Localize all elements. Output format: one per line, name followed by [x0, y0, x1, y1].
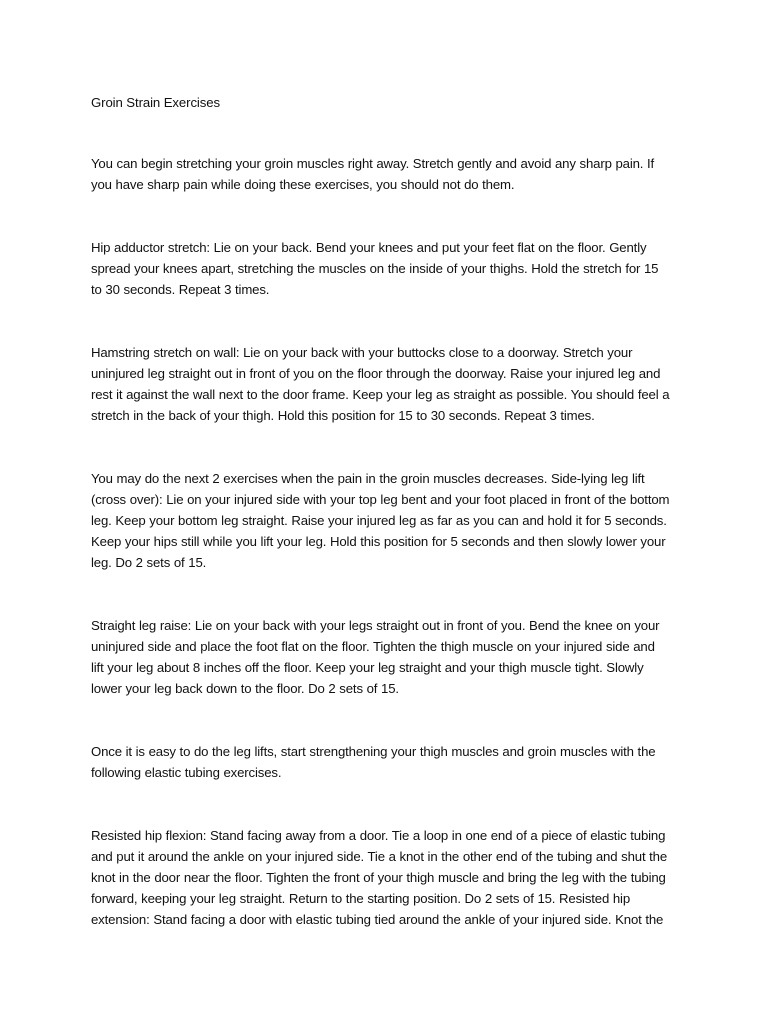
paragraph-hip-adductor-stretch: Hip adductor stretch: Lie on your back. Bend your knees and put your feet flat on the floor. Gently spread your knees apart, stretching the muscles on the inside of your thighs. Hold the stretch for 15 to 30 seconds. Repeat 3 times. [91, 240, 659, 297]
document-body [91, 92, 671, 930]
paragraph-hamstring-stretch: Hamstring stretch on wall: Lie on your back with your buttocks close to a doorway. Stretch your uninjured leg straight out in front of you on the floor through the doorway. Raise your injured leg and rest it against the wall next to the door frame. Keep your leg as straight as possible. You should feel a stretch in the back of your thigh. Hold this position for 15 to 30 seconds. Repeat 3 times. [91, 345, 670, 423]
paragraph-intro: You can begin stretching your groin muscles right away. Stretch gently and avoid any sharp pain. If you have sharp pain while doing these exercises, you should not do them. [91, 156, 655, 192]
document-title: Groin Strain Exercises [91, 95, 220, 110]
paragraph-resisted-hip-flexion: Resisted hip flexion: Stand facing away from a door. Tie a loop in one end of a piece of elastic tubing and put it around the ankle on your injured side. Tie a knot in the other end of the tubing and shut the knot in the door near the floor. Tighten the front of your thigh muscle and bring the leg with the tubing forward, keeping your leg straight. Return to the starting position. Do 2 sets of 15. Resisted hip extension: Stand facing a door with elastic tubing tied around the ankle of your injured side. Knot the [91, 828, 668, 927]
paragraph-elastic-tubing-intro: Once it is easy to do the leg lifts, start strengthening your thigh muscles and groin muscles with the following elastic tubing exercises. [91, 744, 656, 780]
paragraph-straight-leg-raise: Straight leg raise: Lie on your back with your legs straight out in front of you. Bend the knee on your uninjured side and place the foot flat on the floor. Tighten the thigh muscle on your injured side and lift your leg about 8 inches off the floor. Keep your leg straight and your thigh muscle tight. Slowly lower your leg back down to the floor. Do 2 sets of 15. [91, 618, 660, 696]
paragraph-side-lying-leg-lift: You may do the next 2 exercises when the pain in the groin muscles decreases. Side-lying leg lift (cross over): Lie on your injured side with your top leg bent and your foot placed in front of the bottom leg. Keep your bottom leg straight. Raise your injured leg as far as you can and hold it for 5 seconds. Keep your hips still while you lift your leg. Hold this position for 5 seconds and then slowly lower your leg. Do 2 sets of 15. [91, 471, 670, 570]
